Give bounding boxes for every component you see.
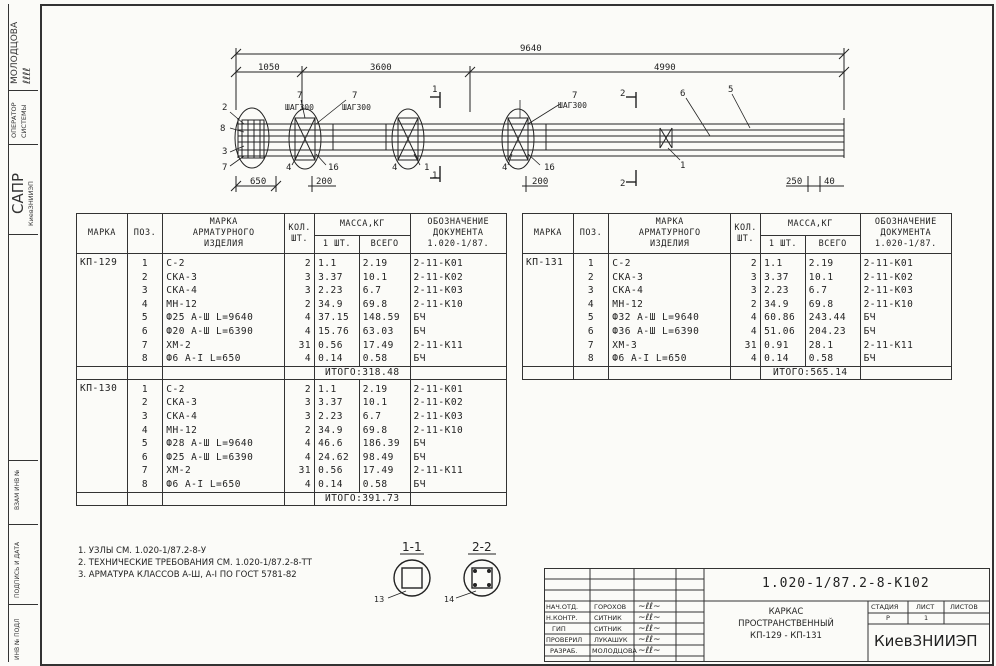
hdr-marka: МАРКА	[77, 214, 128, 254]
one-cell: 1.1 3.37 2.23 34.9 37.15 15.76 0.56 0.14	[315, 254, 360, 367]
label-13: 13	[374, 595, 385, 604]
label-14: 14	[444, 595, 455, 604]
dimension-lines	[231, 48, 849, 112]
sec-2-top: 2	[620, 89, 626, 99]
dim-200a: 200	[316, 177, 333, 187]
arm-cell: С-2 СКА-3 СКА-4 МН-12 Ф28 А-Ш L=9640 Ф25 А-Ш L=6390 ХМ-2 Ф6 А-I L=650	[163, 379, 285, 492]
cage-drawing	[0, 0, 996, 210]
side-podpis: ПОДПИСЬ И ДАТА	[14, 541, 21, 598]
mesh-units	[289, 109, 672, 169]
pos-7c: 7	[352, 91, 358, 101]
title-block	[544, 568, 990, 662]
total-row-kp131	[523, 366, 952, 379]
arm-cell: С-2 СКА-3 СКА-4 МН-12 Ф32 А-Ш L=9640 Ф36 А-Ш L=6390 ХМ-3 Ф6 А-I L=650	[609, 254, 731, 367]
hdr-kol: КОЛ. ШТ.	[731, 214, 761, 254]
name-0: ГОРОХОВ	[594, 603, 627, 611]
poz-cell: 1 2 3 4 5 6 7 8	[127, 254, 163, 367]
dim-total: 9640	[520, 44, 542, 54]
all-cell: 2.19 10.1 6.7 69.8 243.44 204.23 28.1 0.58	[805, 254, 860, 367]
step-1: ШАГ300	[285, 103, 314, 112]
group-row-kp130	[77, 379, 507, 492]
spec-table-left	[76, 213, 507, 506]
stadia-label: СТАДИЯ	[871, 603, 899, 611]
name-1: СИТНИК	[594, 614, 622, 622]
pos-7b: 7	[297, 91, 303, 101]
hdr-one: 1 ШТ.	[315, 236, 360, 254]
dim-200b: 200	[532, 177, 549, 187]
dim-650: 650	[250, 177, 267, 187]
sec-1-top: 1	[432, 85, 438, 95]
hdr-arm: МАРКА АРМАТУРНОГО ИЗДЕЛИЯ	[163, 214, 285, 254]
note-1: 1. УЗЛЫ СМ. 1.020-1/87.2-8-У	[78, 546, 207, 556]
poz-cell: 1 2 3 4 5 6 7 8	[573, 254, 609, 367]
note-3: 3. АРМАТУРА КЛАССОВ А-Ш, А-I ПО ГОСТ 5781-82	[78, 570, 297, 580]
sec-2-bot: 2	[620, 179, 626, 189]
side-sapr: САПР	[9, 172, 27, 214]
hdr-marka: МАРКА	[523, 214, 574, 254]
stadia-value: Р	[886, 614, 890, 622]
hdr-arm: МАРКА АРМАТУРНОГО ИЗДЕЛИЯ	[609, 214, 731, 254]
group-row-kp131	[523, 254, 952, 367]
note-2: 2. ТЕХНИЧЕСКИЕ ТРЕБОВАНИЯ СМ. 1.020-1/87.2-8-ТТ	[78, 558, 312, 568]
doc-cell: 2-11-К01 2-11-К02 2-11-К03 2-11-К10 БЧ БЧ 2-11-К11 БЧ	[410, 379, 506, 492]
org-name: КиевЗНИИЭП	[874, 632, 978, 650]
list-value: 1	[924, 614, 929, 622]
role-1: Н.КОНТР.	[546, 614, 578, 622]
name-3: ЛУКАШУК	[594, 636, 628, 644]
pos-16a: 16	[328, 163, 339, 173]
pos-2: 2	[222, 103, 228, 113]
dim-right: 4990	[654, 63, 676, 73]
side-operator-l1: ОПЕРАТОР	[10, 102, 18, 138]
kol-cell: 2 3 3 2 4 4 31 4	[731, 254, 761, 367]
total-row-kp130	[77, 492, 507, 505]
pos-3: 3	[222, 147, 228, 157]
pos-4c: 4	[502, 163, 508, 173]
side-vzam: ВЗАМ ИНВ №	[14, 469, 21, 510]
one-cell: 1.1 3.37 2.23 34.9 60.86 51.06 0.91 0.14	[761, 254, 806, 367]
group-row-kp129	[77, 254, 507, 367]
pos-8: 8	[220, 124, 226, 134]
pos-7a: 7	[222, 163, 228, 173]
poz-cell: 1 2 3 4 5 6 7 8	[127, 379, 163, 492]
step-3: ШАГ300	[558, 101, 587, 110]
pos-4a: 4	[286, 163, 292, 173]
total-row-kp129	[77, 366, 507, 379]
pos-7d: 7	[572, 91, 578, 101]
hdr-poz: ПОЗ.	[127, 214, 163, 254]
longitudinal-bars	[238, 118, 844, 158]
name-4: МОЛОДЦОВА	[592, 647, 637, 655]
side-signature: ℓℓℓℓ	[22, 67, 33, 84]
arm-cell: С-2 СКА-3 СКА-4 МН-12 Ф25 А-Ш L=9640 Ф20 А-Ш L=6390 ХМ-2 Ф6 А-I L=650	[163, 254, 285, 367]
list-label: ЛИСТ	[916, 603, 935, 611]
one-cell: 1.1 3.37 2.23 34.9 46.6 24.62 0.56 0.14	[315, 379, 360, 492]
side-name-molodtsova: МОЛОДЦОВА	[10, 21, 20, 84]
dim-mid: 3600	[370, 63, 392, 73]
marka-cell: КП-130	[77, 379, 128, 492]
marka-cell: КП-129	[77, 254, 128, 367]
signature-0: ~ℓℓ~	[638, 602, 661, 612]
role-2: ГИП	[552, 625, 566, 633]
hdr-doc: ОБОЗНАЧЕНИЕ ДОКУМЕНТА 1.020-1/87.	[410, 214, 506, 254]
hdr-kol: КОЛ. ШТ.	[285, 214, 315, 254]
pos-16b: 16	[544, 163, 555, 173]
hdr-doc: ОБОЗНАЧЕНИЕ ДОКУМЕНТА 1.020-1/87.	[860, 214, 951, 254]
role-3: ПРОВЕРИЛ	[546, 636, 583, 644]
dim-250: 250	[786, 177, 803, 187]
dim-left: 1050	[258, 63, 280, 73]
signature-3: ~ℓℓ~	[638, 635, 661, 645]
total-cell: ИТОГО:318.48	[315, 366, 410, 379]
signature-4: ~ℓℓ~	[638, 646, 661, 656]
all-cell: 2.19 10.1 6.7 69.8 186.39 98.49 17.49 0.58	[359, 379, 410, 492]
hdr-massa: МАССА,КГ	[315, 214, 410, 236]
role-0: НАЧ.ОТД.	[546, 603, 579, 611]
pos-1b: 1	[680, 161, 686, 171]
side-inv: ИНВ № ПОДЛ	[14, 618, 21, 660]
hdr-all: ВСЕГО	[359, 236, 410, 254]
signature-2: ~ℓℓ~	[638, 624, 661, 634]
side-operator-l2: СИСТЕМЫ	[20, 104, 28, 138]
total-cell: ИТОГО:391.73	[315, 492, 410, 505]
side-org: КиевЗНИИЭП	[27, 181, 35, 226]
sections-drawing	[368, 536, 508, 606]
kol-cell: 2 3 3 2 4 4 31 4	[285, 379, 315, 492]
hdr-one: 1 ШТ.	[761, 236, 806, 254]
hdr-poz: ПОЗ.	[573, 214, 609, 254]
all-cell: 2.19 10.1 6.7 69.8 148.59 63.03 17.49 0.58	[359, 254, 410, 367]
kol-cell: 2 3 3 2 4 4 31 4	[285, 254, 315, 367]
section-2-2-label: 2-2	[472, 540, 492, 554]
doc-cell: 2-11-К01 2-11-К02 2-11-К03 2-11-К10 БЧ БЧ 2-11-К11 БЧ	[860, 254, 951, 367]
notes	[78, 545, 312, 581]
pos-1a: 1	[424, 163, 430, 173]
document-code: 1.020-1/87.2-8-К102	[762, 576, 930, 591]
sec-1-bot: 1	[432, 171, 438, 181]
step-2: ШАГ300	[342, 103, 371, 112]
pos-6: 6	[680, 89, 686, 99]
hdr-all: ВСЕГО	[805, 236, 860, 254]
pos-5: 5	[728, 85, 734, 95]
spec-table-right	[522, 213, 952, 380]
role-4: РАЗРАБ.	[550, 647, 578, 655]
marka-cell: КП-131	[523, 254, 574, 367]
total-cell: ИТОГО:565.14	[761, 366, 861, 379]
doc-cell: 2-11-К01 2-11-К02 2-11-К03 2-11-К10 БЧ БЧ 2-11-К11 БЧ	[410, 254, 506, 367]
dim-40: 40	[824, 177, 835, 187]
hdr-massa: МАССА,КГ	[761, 214, 861, 236]
signature-1: ~ℓℓ~	[638, 613, 661, 623]
pos-4b: 4	[392, 163, 398, 173]
drawing-title: КАРКАС ПРОСТРАНСТВЕННЫЙ КП-129 - КП-131	[738, 607, 834, 641]
name-2: СИТНИК	[594, 625, 622, 633]
section-1-1-label: 1-1	[402, 540, 422, 554]
listov-label: ЛИСТОВ	[950, 603, 978, 611]
section-markers	[430, 92, 636, 186]
